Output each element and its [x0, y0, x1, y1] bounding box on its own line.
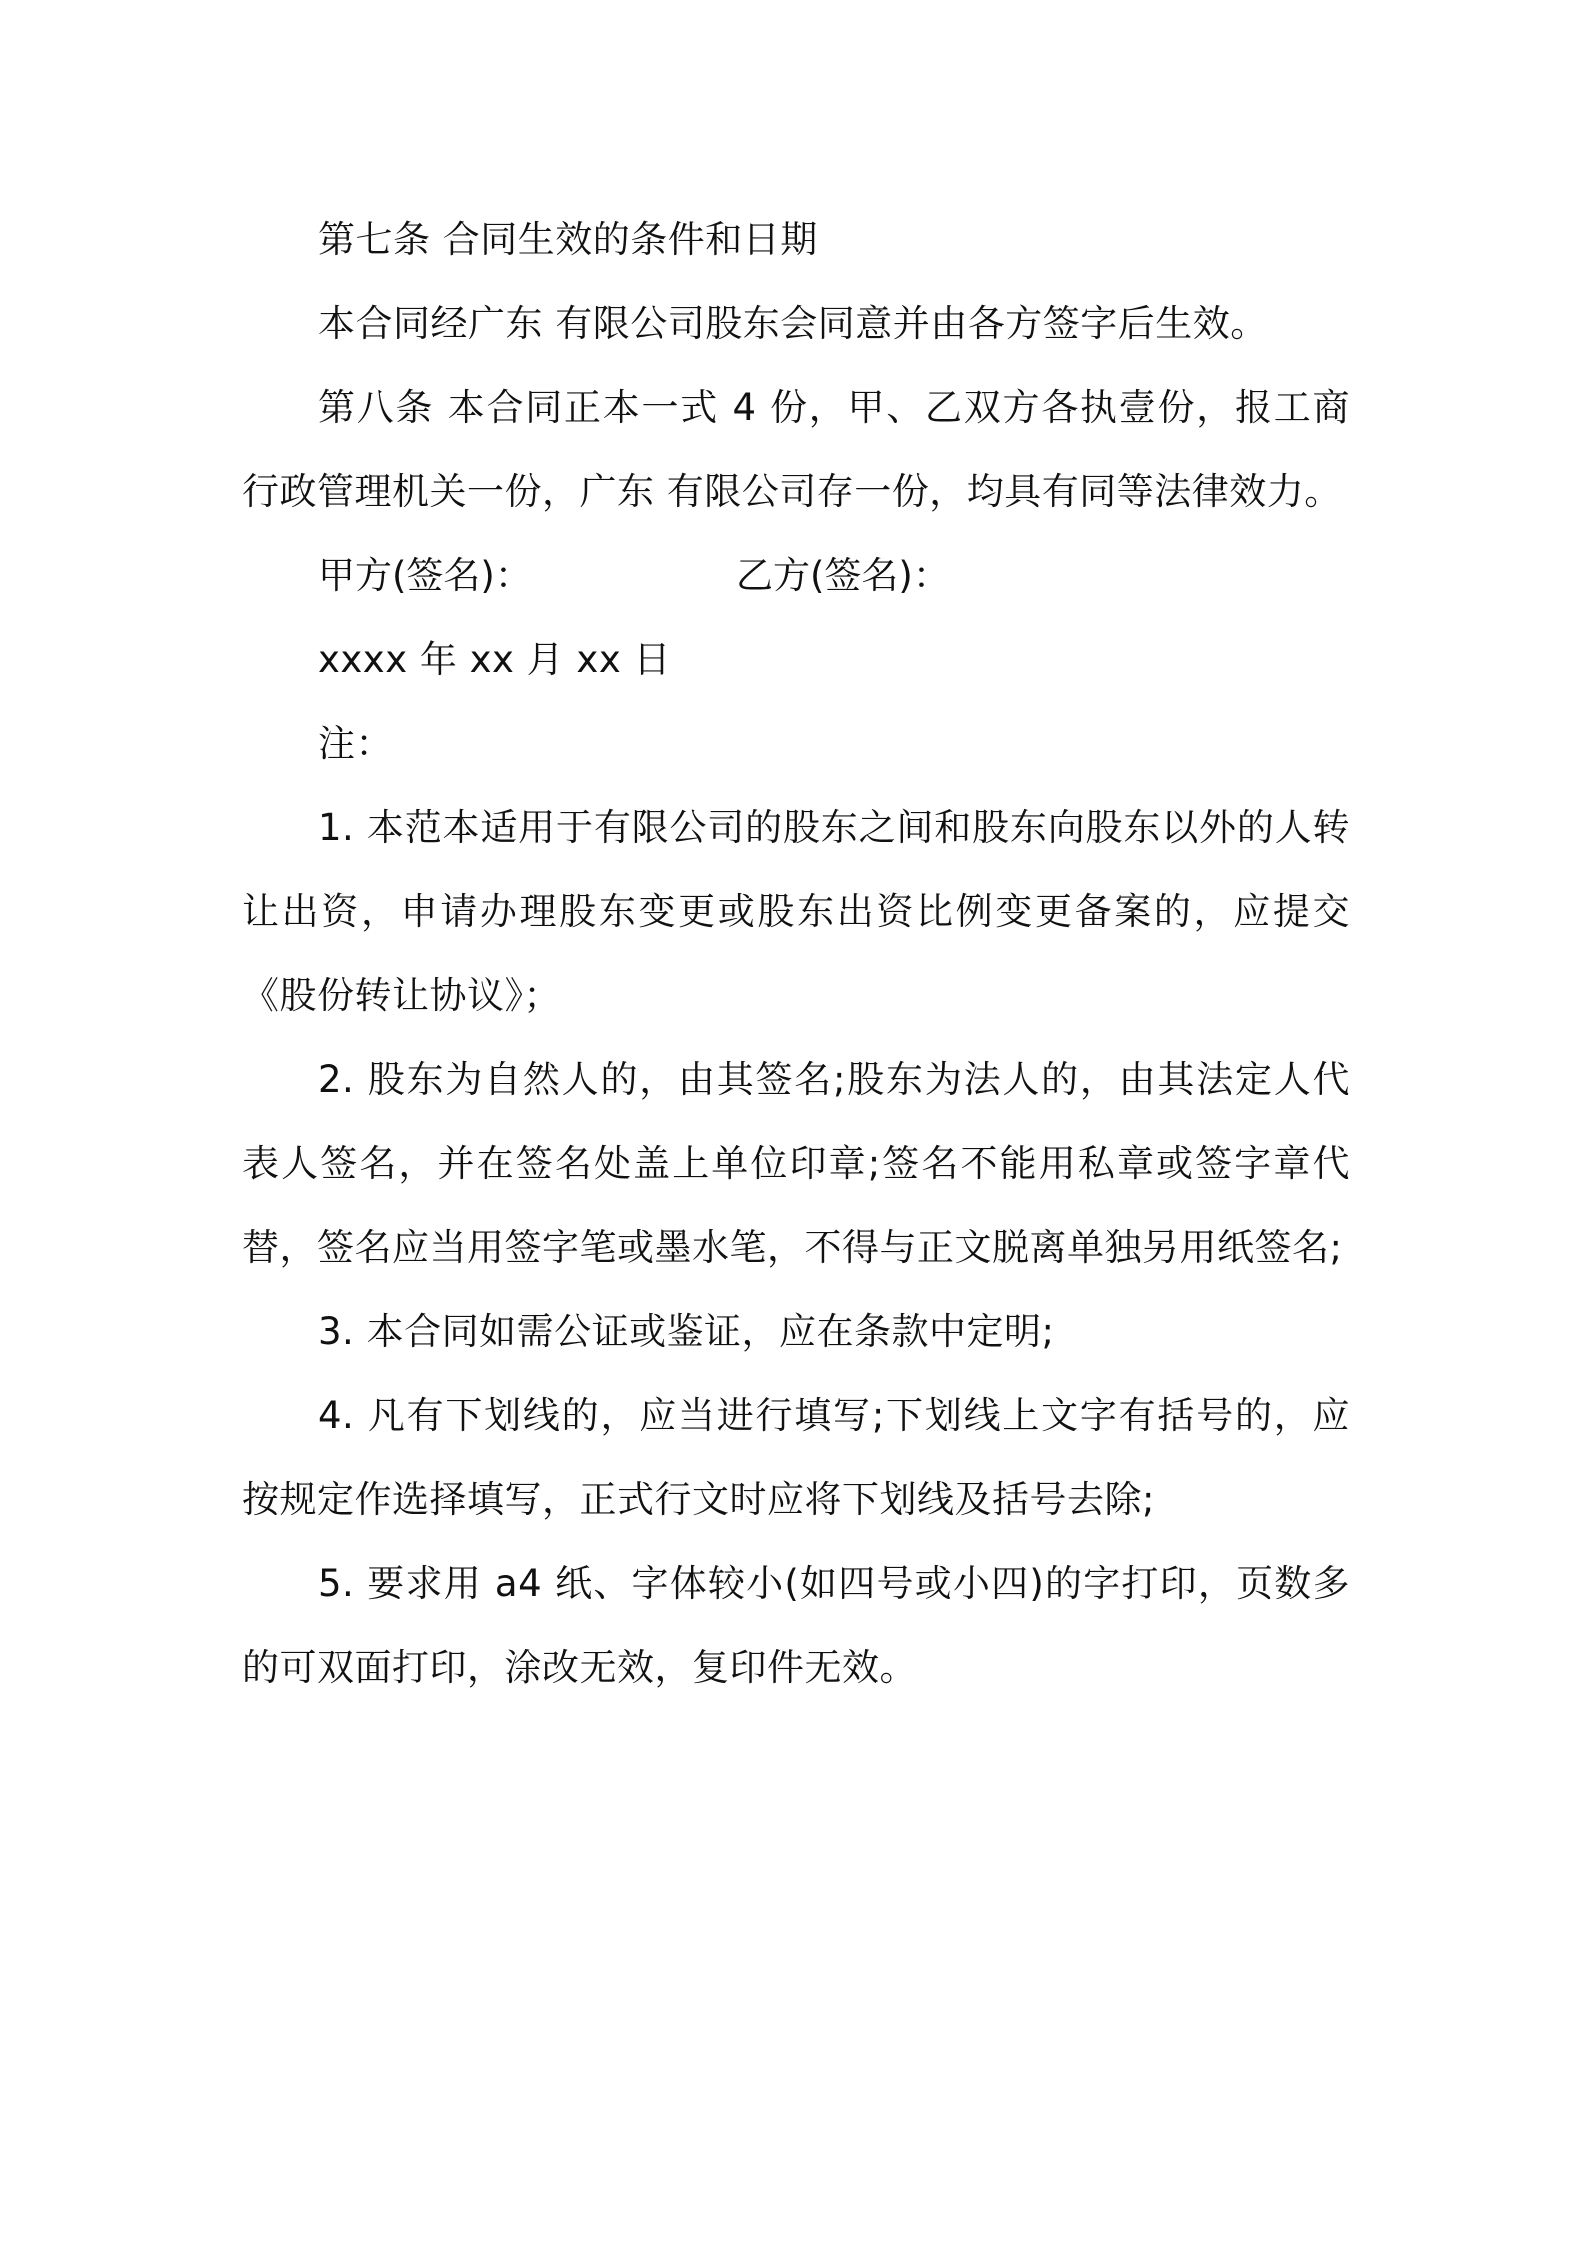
note-label: 注： — [318, 722, 393, 765]
note-item-5: 5. 要求用 a4 纸、字体较小(如四号或小四)的字打印，页数多的可双面打印，涂改无效，复印件无效。 — [242, 1562, 1350, 1689]
article7-body: 本合同经广东 有限公司股东会同意并由各方签字后生效。 — [318, 302, 1268, 345]
signing-date: xxxx 年 xx 月 xx 日 — [318, 638, 671, 681]
note-item-2: 2. 股东为自然人的，由其签名;股东为法人的，由其法定人代表人签名，并在签名处盖上单位印章;签名不能用私章或签字章代替，签名应当用签字笔或墨水笔，不得与正文脱离单独另用纸签名; — [242, 1058, 1350, 1269]
note-item-1: 1. 本范本适用于有限公司的股东之间和股东向股东以外的人转让出资，申请办理股东变更或股东出资比例变更备案的，应提交《股份转让协议》； — [242, 806, 1350, 1017]
document-content — [242, 198, 1350, 1710]
signature-row — [242, 534, 1350, 618]
article8-body: 第八条 本合同正本一式 4 份，甲、乙双方各执壹份，报工商行政管理机关一份，广东 有限公司存一份，均具有同等法律效力。 — [242, 386, 1350, 513]
note-item-4: 4. 凡有下划线的，应当进行填写;下划线上文字有括号的，应按规定作选择填写，正式行文时应将下划线及括号去除; — [242, 1394, 1350, 1521]
party-a-signature-label: 甲方(签名)： — [318, 554, 532, 597]
note-item-3: 3. 本合同如需公证或鉴证，应在条款中定明; — [318, 1310, 1055, 1353]
article7-title: 第七条 合同生效的条件和日期 — [318, 218, 818, 261]
party-b-signature-label: 乙方(签名)： — [736, 554, 950, 597]
